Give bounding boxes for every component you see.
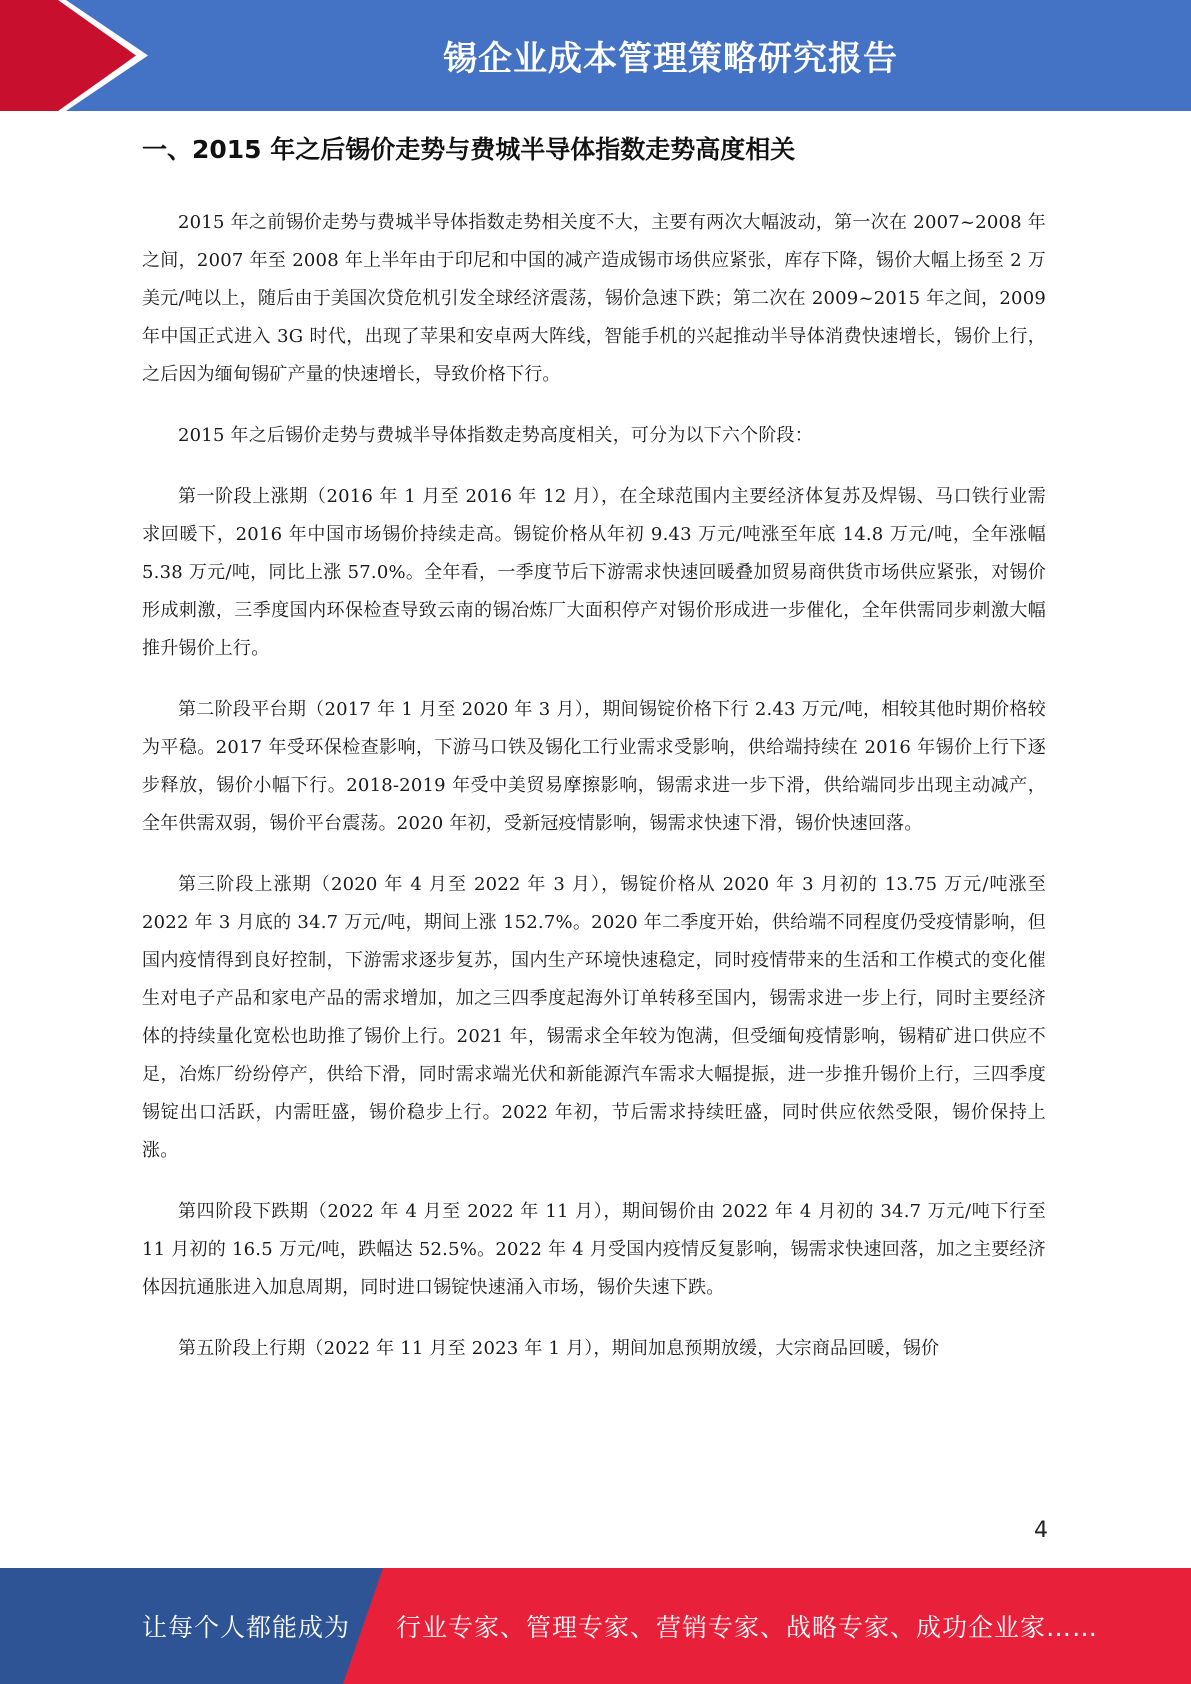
paragraph: 第四阶段下跌期（2022 年 4 月至 2022 年 11 月），期间锡价由 2022 年 4 月初的 34.7 万元/吨下行至 11 月初的 16.5 万元/吨，跌幅达 52.5%。2022 年 4 月受国内疫情反复影响，锡需求快速回落，加之主要经济体因抗通胀进入加息周期，同时进口锡锭快速涌入市场，锡价失速下跌。 bbox=[142, 1201, 1046, 1298]
footer-slogan-left: 让每个人都能成为 bbox=[142, 1613, 351, 1642]
paragraph: 2015 年之后锡价走势与费城半导体指数走势高度相关，可分为以下六个阶段： bbox=[178, 425, 813, 446]
paragraph: 2015 年之前锡价走势与费城半导体指数走势相关度不大，主要有两次大幅波动，第一次在 2007~2008 年之间，2007 年至 2008 年上半年由于印尼和中国的减产造成锡市场供应紧张，库存下降，锡价大幅上扬至 2 万美元/吨以上，随后由于美国次贷危机引发全球经济震荡，锡价急速下跌；第二次在 2009~2015 年之间，2009 年中国正式进入 3G 时代，出现了苹果和安卓两大阵线，智能手机的兴起推动半导体消费快速增长，锡价上行，之后因为缅甸锡矿产量的快速增长，导致价格下行。 bbox=[142, 212, 1046, 385]
paragraph: 第二阶段平台期（2017 年 1 月至 2020 年 3 月），期间锡锭价格下行 2.43 万元/吨，相较其他时期价格较为平稳。2017 年受环保检查影响，下游马口铁及锡化工行业需求受影响，供给端持续在 2016 年锡价上行下逐步释放，锡价小幅下行。2018-2019 年受中美贸易摩擦影响，锡需求进一步下滑，供给端同步出现主动减产，全年供需双弱，锡价平台震荡。2020 年初，受新冠疫情影响，锡需求快速下滑，锡价快速回落。 bbox=[142, 699, 1046, 834]
page-number: 4 bbox=[1034, 1518, 1048, 1543]
paragraph: 第三阶段上涨期（2020 年 4 月至 2022 年 3 月），锡锭价格从 2020 年 3 月初的 13.75 万元/吨涨至 2022 年 3 月底的 34.7 万元/吨，期间上涨 152.7%。2020 年二季度开始，供给端不同程度仍受疫情影响，但国内疫情得到良好控制，下游需求逐步复苏，国内生产环境快速稳定，同时疫情带来的生活和工作模式的变化催生对电子产品和家电产品的需求增加，加之三四季度起海外订单转移至国内，锡需求进一步上行，同时主要经济体的持续量化宽松也助推了锡价上行。2021 年，锡需求全年较为饱满，但受缅甸疫情影响，锡精矿进口供应不足，冶炼厂纷纷停产，供给下滑，同时需求端光伏和新能源汽车需求大幅提振，进一步推升锡价上行，三四季度锡锭出口活跃，内需旺盛，锡价稳步上行。2022 年初，节后需求持续旺盛，同时供应依然受限，锡价保持上涨。 bbox=[142, 874, 1046, 1161]
footer-slogan-right: 行业专家、管理专家、营销专家、战略专家、成功企业家…… bbox=[396, 1613, 1099, 1642]
header-bar bbox=[0, 0, 1191, 111]
header-arrow-decoration bbox=[0, 0, 160, 111]
section-heading: 一、2015 年之后锡价走势与费城半导体指数走势高度相关 bbox=[142, 135, 796, 164]
report-title: 锡企业成本管理策略研究报告 bbox=[443, 39, 898, 79]
body-text bbox=[142, 204, 1046, 1391]
paragraph: 第五阶段上行期（2022 年 11 月至 2023 年 1 月），期间加息预期放缓，大宗商品回暖，锡价 bbox=[178, 1338, 940, 1359]
paragraph: 第一阶段上涨期（2016 年 1 月至 2016 年 12 月），在全球范围内主要经济体复苏及焊锡、马口铁行业需求回暖下，2016 年中国市场锡价持续走高。锡锭价格从年初 9.43 万元/吨涨至年底 14.8 万元/吨，全年涨幅 5.38 万元/吨，同比上涨 57.0%。全年看，一季度节后下游需求快速回暖叠加贸易商供货市场供应紧张，对锡价形成刺激，三季度国内环保检查导致云南的锡冶炼厂大面积停产对锡价形成进一步催化，全年供需同步刺激大幅推升锡价上行。 bbox=[142, 486, 1046, 659]
footer-banner bbox=[0, 1568, 1191, 1684]
